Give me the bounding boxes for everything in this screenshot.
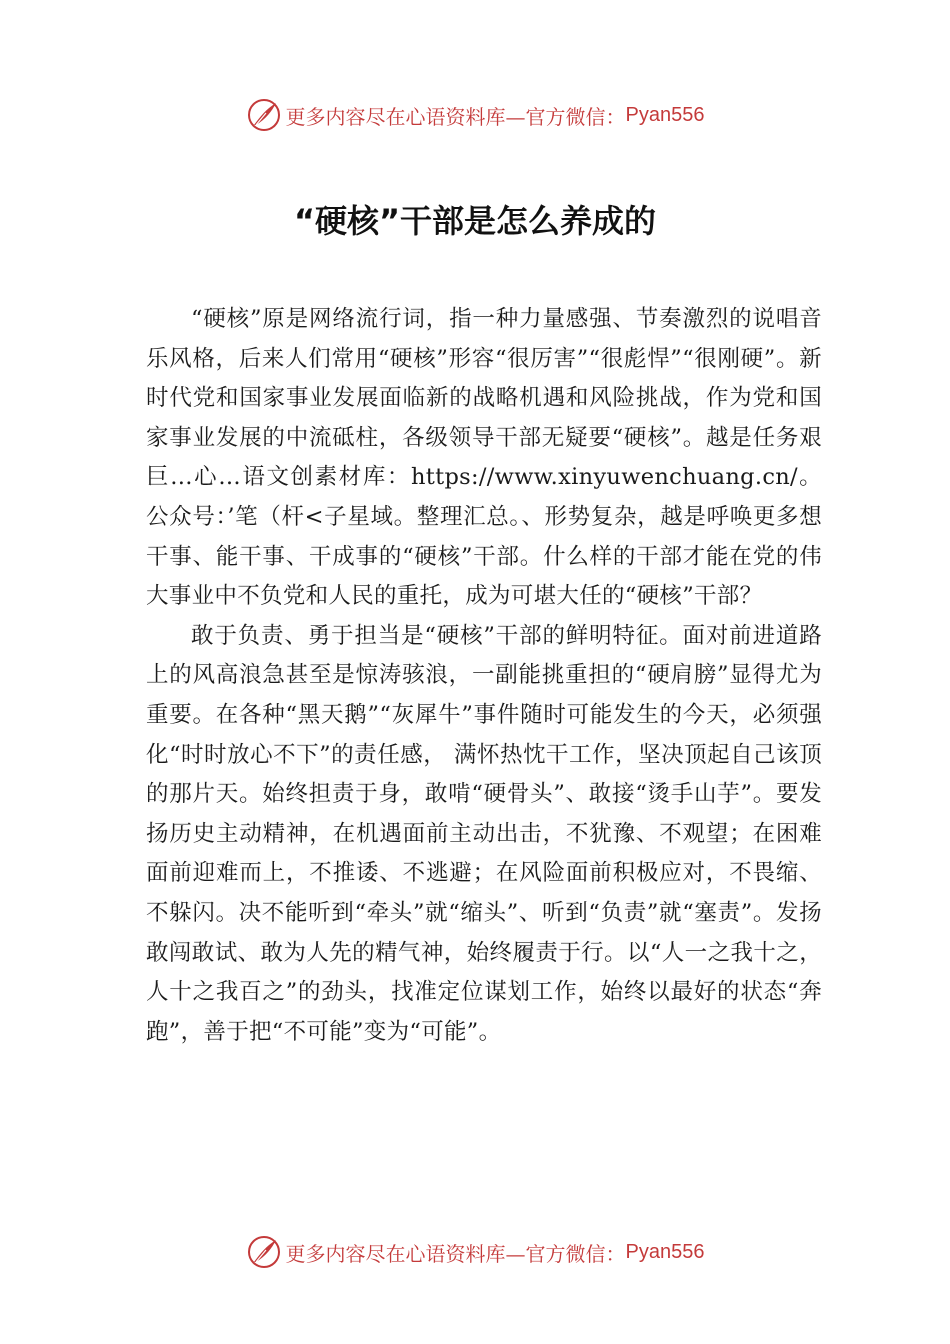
footer-banner <box>0 1232 950 1272</box>
quill-pen-logo-icon <box>246 97 282 133</box>
quill-pen-logo-icon <box>246 1234 282 1270</box>
banner-wechat-id: Pyan556 <box>625 103 705 126</box>
paragraph-1: “硬核”原是网络流行词，指一种力量感强、节奏激烈的说唱音乐风格，后来人们常用“硬核”形容“很厉害”“很彪悍”“很刚硬”。新时代党和国家事业发展面临新的战略机遇和风险挑战，作为党和国家事业发展的中流砥柱，各级领导干部无疑要“硬核”。越是任务艰巨…心…语文创素材库：https://www.xinyuwenchuang.cn/。公众号：’笔（杆<子星域。整理汇总。、形势复杂，越是呼唤更多想干事、能干事、干成事的“硬核”干部。什么样的干部才能在党的伟大事业中不负党和人民的重托，成为可堪大任的“硬核”干部？ <box>146 306 822 610</box>
banner-text: 更多内容尽在心语资料库—官方微信： <box>285 104 626 129</box>
paragraph-2: 敢于负责、勇于担当是“硬核”干部的鲜明特征。面对前进道路上的风高浪急甚至是惊涛骇浪，一副能挑重担的“硬肩膀”显得尤为重要。在各种“黑天鹅”“灰犀牛”事件随时可能发生的今天，必须强化“时时放心不下”的责任感， 满怀热忱干工作，坚决顶起自己该顶的那片天。始终担责于身，敢啃“硬骨头”、敢接“烫手山芋”。要发扬历史主动精神，在机遇面前主动出击，不犹豫、不观望；在困难面前迎难而上，不推诿、不逃避；在风险面前积极应对，不畏缩、 不躲闪。决不能听到“牵头”就“缩头”、听到“负责”就“塞责”。发扬敢闯敢试、敢为人先的精气神，始终履责于行。以“人一之我十之，人十之我百之”的劲头，找准定位谋划工作，始终以最好的状态“奔跑”，善于把“不可能”变为“可能”。 <box>146 622 822 1045</box>
header-banner <box>0 95 950 135</box>
document-body <box>146 300 822 1052</box>
document-title: “硬核”干部是怎么养成的 <box>293 202 657 240</box>
banner-text: 更多内容尽在心语资料库—官方微信： <box>285 1241 626 1266</box>
banner-wechat-id: Pyan556 <box>625 1240 705 1263</box>
